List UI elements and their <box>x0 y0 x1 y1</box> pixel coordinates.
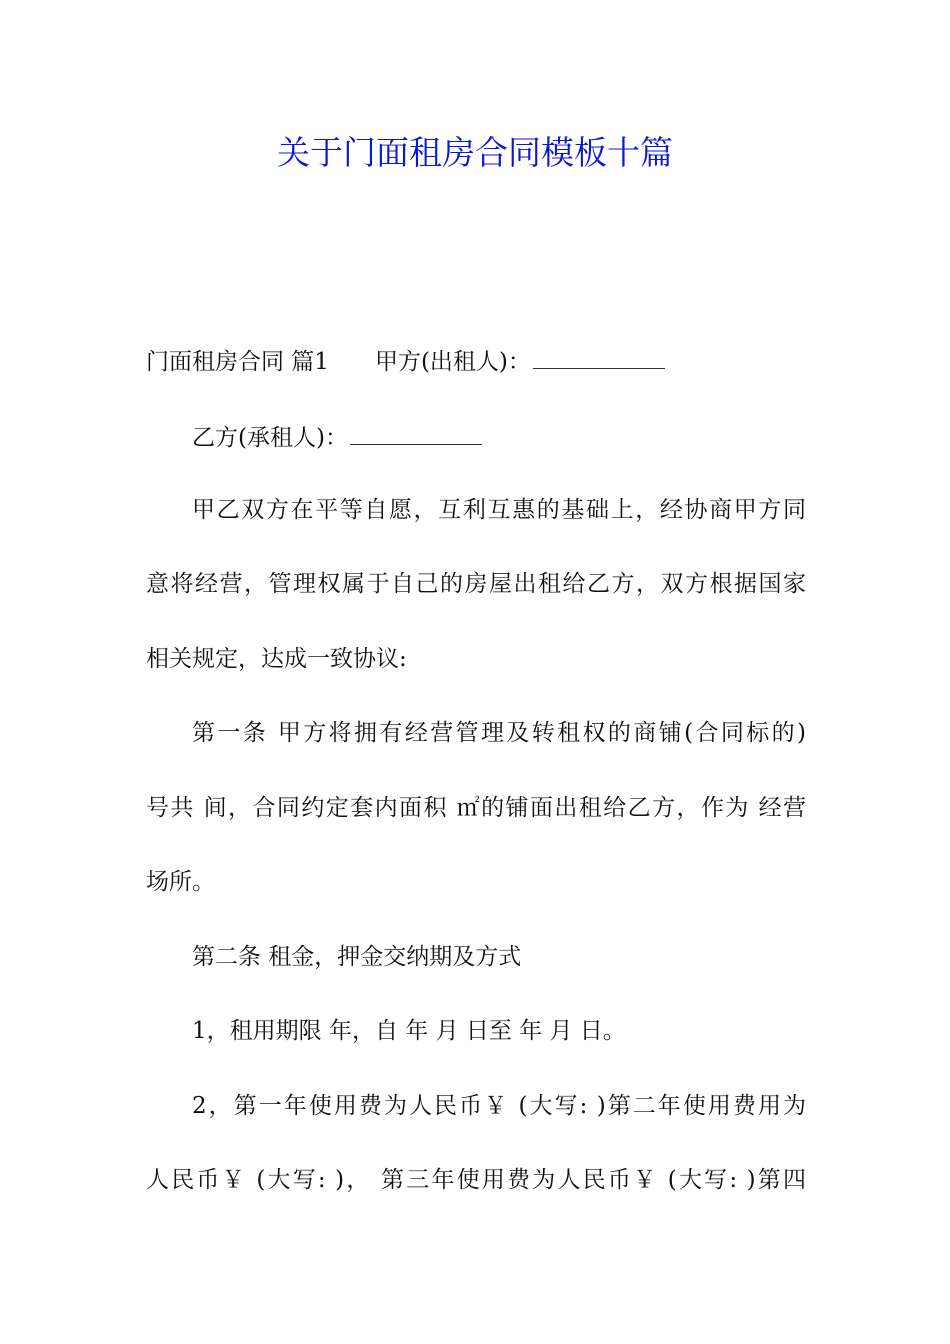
article-heading: 第二条 租金，押金交纳期及方式 <box>192 944 522 970</box>
party-b-blank <box>350 424 482 445</box>
document-title: 关于门面租房合同模板十篇 <box>277 133 673 172</box>
list-item: 2，第一年使用费为人民币￥ (大写: )第二年使用费用为 <box>192 1093 806 1119</box>
paragraph-line: 相关规定，达成一致协议: <box>146 646 407 672</box>
list-item-continued: 人民币￥ (大写: )， 第三年使用费为人民币￥ (大写: )第四 <box>146 1167 806 1193</box>
article-line: 场所。 <box>146 869 215 895</box>
list-item: 1，租用期限 年，自 年 月 日至 年 月 日。 <box>192 1018 626 1044</box>
article-line: 号共 间，合同约定套内面积 ㎡的铺面出租给乙方，作为 经营 <box>146 795 806 821</box>
party-a-blank <box>533 348 665 369</box>
paragraph-line: 意将经营，管理权属于自己的房屋出租给乙方，双方根据国家 <box>146 571 806 597</box>
party-b-line <box>192 421 806 455</box>
party-b-label: 乙方(承租人)： <box>192 425 348 451</box>
article-line: 第一条 甲方将拥有经营管理及转租权的商铺(合同标的) <box>192 720 806 746</box>
party-a-label: 甲方(出租人)： <box>374 349 531 375</box>
paragraph-line: 甲乙双方在平等自愿，互利互惠的基础上，经协商甲方同 <box>192 497 806 523</box>
header-line <box>146 345 806 379</box>
contract-heading: 门面租房合同 篇1 <box>146 349 329 375</box>
